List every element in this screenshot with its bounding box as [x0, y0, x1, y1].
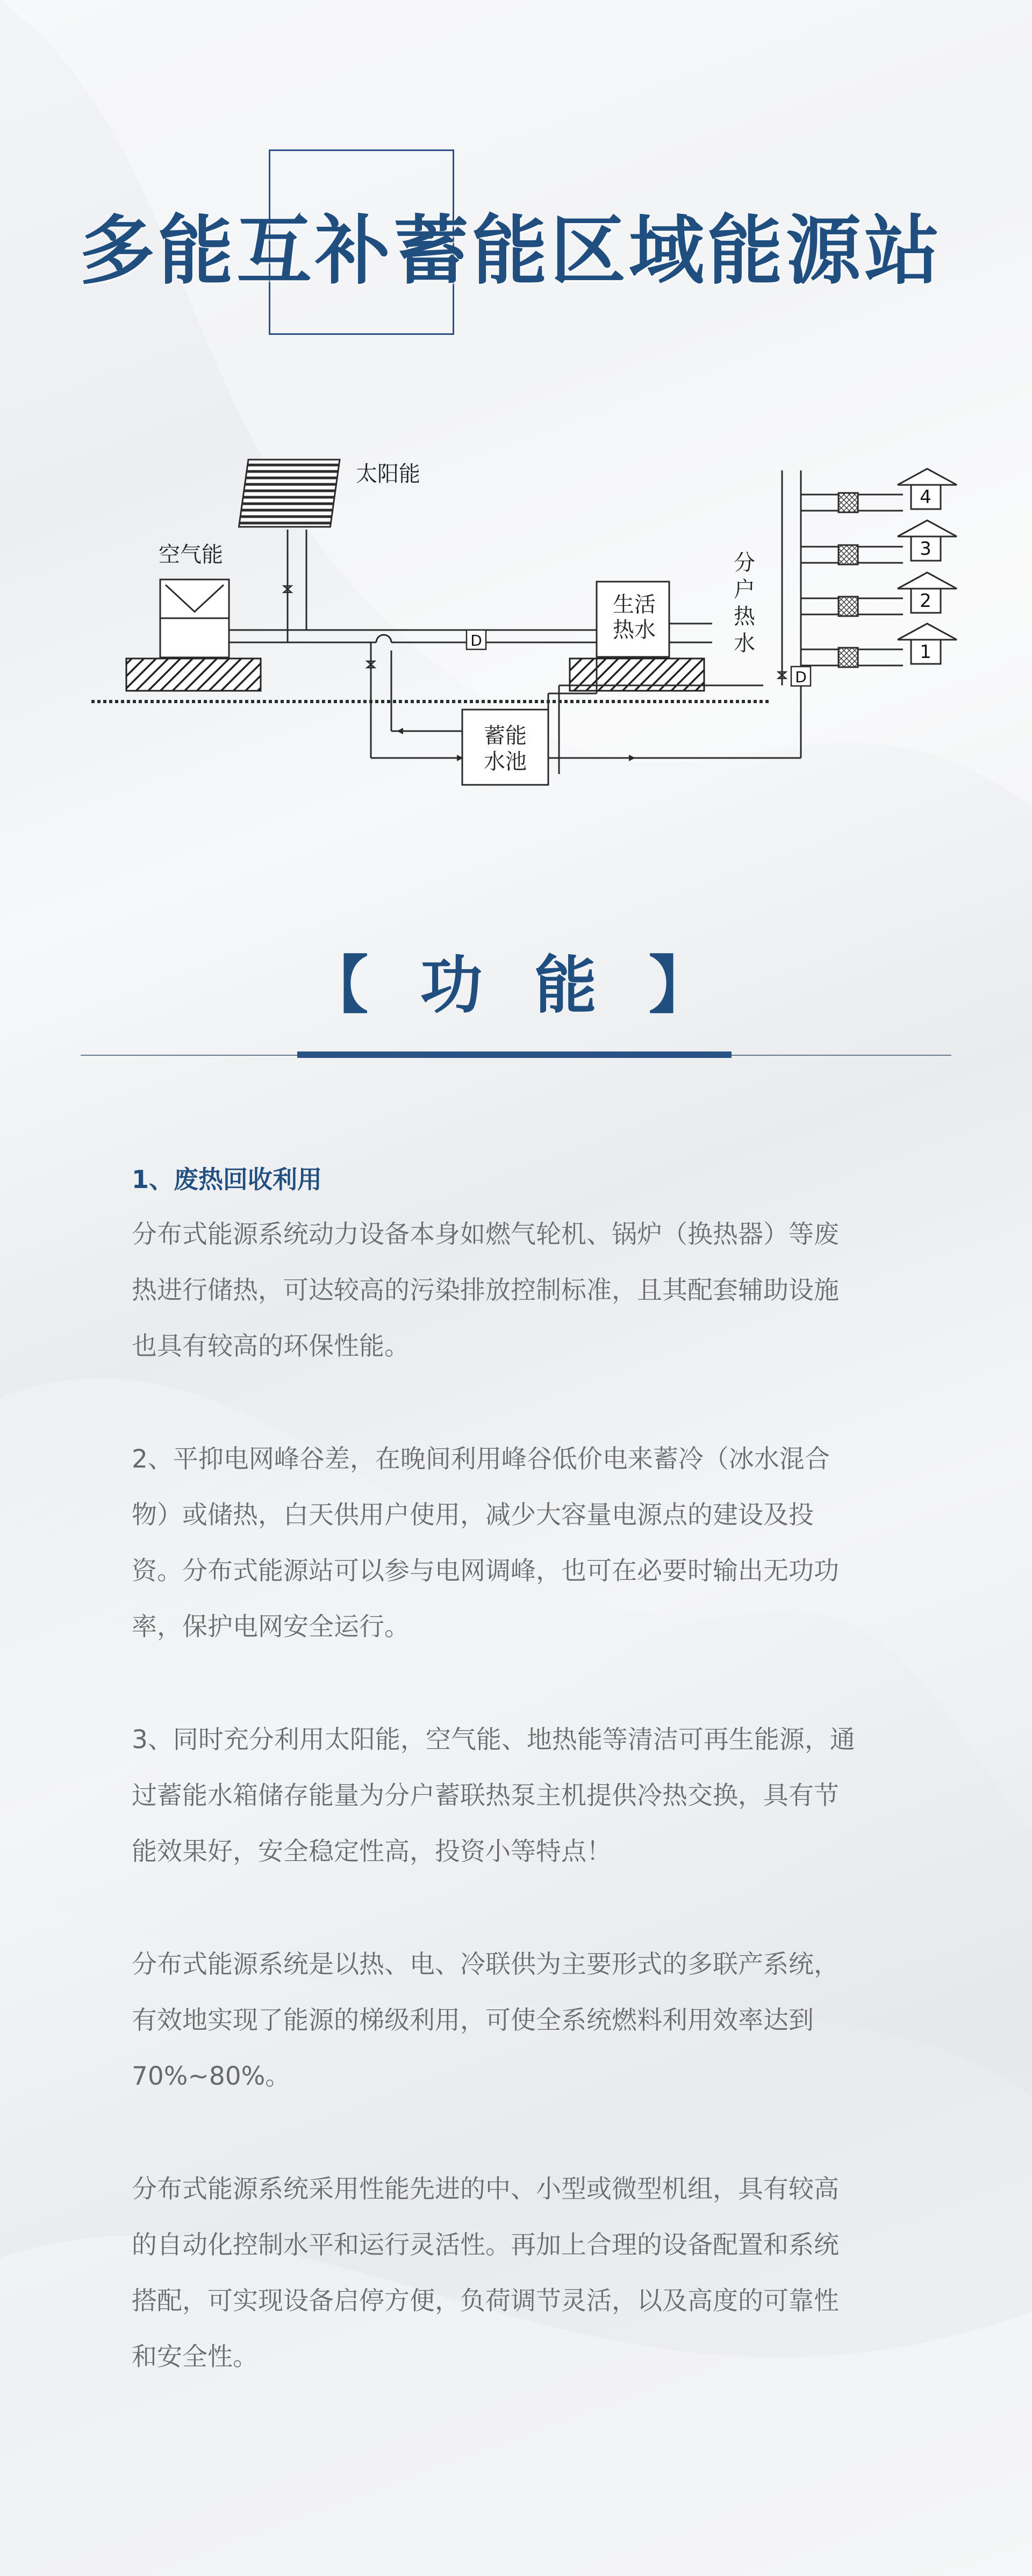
unit-number-3: 3 [920, 538, 931, 560]
unit-number-2: 2 [920, 590, 931, 612]
paragraph-line: 70%~80%。 [132, 2062, 291, 2091]
paragraph-line: 能效果好，安全稳定性高，投资小等特点！ [132, 1837, 612, 1866]
paragraph-line: 搭配，可实现设备启停方便，负荷调节灵活，以及高度的可靠性 [132, 2286, 839, 2316]
paragraph-line: 物）或储热，白天供用户使用，减少大容量电源点的建设及投 [132, 1500, 814, 1530]
paragraph-3 [132, 1712, 900, 1880]
unit-number-1: 1 [920, 641, 931, 663]
paragraph-line: 过蓄能水箱储存能量为分户蓄联热泵主机提供冷热交换，具有节 [132, 1781, 839, 1811]
paragraph-4 [132, 1937, 900, 2105]
page-title: 多能互补蓄能区域能源站 [80, 207, 943, 295]
paragraph-line: 分布式能源系统动力设备本身如燃气轮机、锅炉（换热器）等废 [132, 1220, 839, 1249]
domestic-label-2: 热水 [613, 618, 656, 642]
section-divider-accent [297, 1051, 732, 1058]
section-heading: 【 功 能 】 [306, 949, 726, 1022]
paragraph-line: 和安全性。 [132, 2342, 258, 2372]
paragraph-2 [132, 1432, 900, 1655]
storage-label-2: 水池 [484, 749, 527, 774]
solar-label: 太阳能 [356, 462, 420, 486]
item-1-title: 1、废热回收利用 [132, 1165, 322, 1194]
function-content [132, 1164, 900, 2385]
paragraph-line: 热进行储热，可达较高的污染排放控制标准，且其配套辅助设施 [132, 1276, 839, 1305]
paragraph-5 [132, 2162, 900, 2385]
energy-station-diagram [81, 441, 968, 817]
household-label-3: 热 [734, 604, 755, 629]
paragraph-line: 3、同时充分利用太阳能，空气能、地热能等清洁可再生能源，通 [132, 1725, 855, 1755]
air-energy-label: 空气能 [159, 542, 223, 567]
paragraph-line: 有效地实现了能源的梯级利用，可使全系统燃料利用效率达到 [132, 2006, 814, 2035]
d-marker-main: D [470, 632, 482, 649]
d-marker-riser: D [795, 668, 807, 686]
paragraph-line: 分布式能源系统采用性能先进的中、小型或微型机组，具有较高 [132, 2174, 839, 2204]
paragraph-line: 也具有较高的环保性能。 [132, 1332, 410, 1361]
paragraph-1 [132, 1207, 900, 1375]
paragraph-line: 的自动化控制水平和运行灵活性。再加上合理的设备配置和系统 [132, 2230, 839, 2260]
storage-label-1: 蓄能 [484, 724, 527, 748]
paragraph-line: 分布式能源系统是以热、电、冷联供为主要形式的多联产系统， [132, 1950, 839, 1979]
household-label-2: 户 [734, 577, 755, 602]
paragraph-line: 率，保护电网安全运行。 [132, 1612, 410, 1642]
household-label-1: 分 [734, 550, 755, 575]
unit-number-4: 4 [920, 486, 931, 508]
paragraph-line: 2、平抑电网峰谷差，在晚间利用峰谷低价电来蓄冷（冰水混合 [132, 1444, 830, 1474]
paragraph-line: 资。分布式能源站可以参与电网调峰，也可在必要时输出无功功 [132, 1556, 839, 1586]
household-label-4: 水 [734, 631, 755, 656]
domestic-label-1: 生活 [613, 592, 656, 617]
